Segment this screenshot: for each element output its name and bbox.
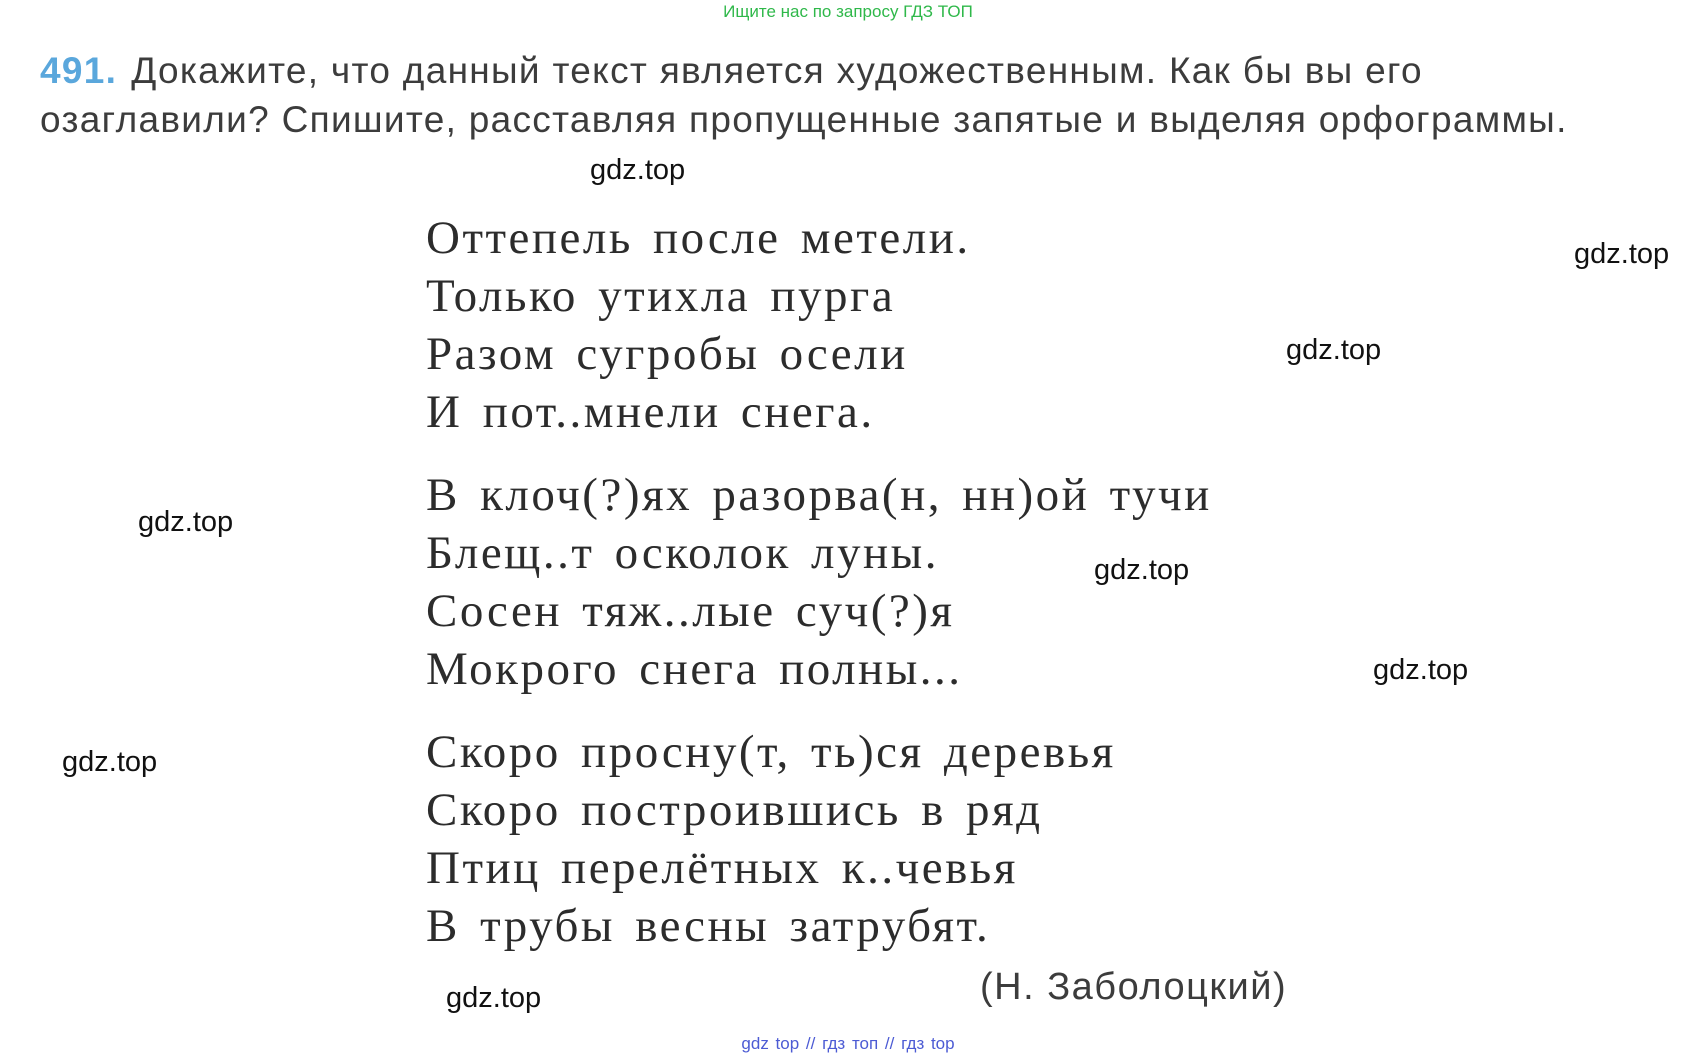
poem-line: Только утихла пурга: [426, 270, 896, 322]
stanza-3: [426, 723, 1212, 955]
poem-line: Скоро просну(т, ть)ся деревья: [426, 726, 1116, 778]
poem-line: И пот..мнели снега.: [426, 386, 875, 438]
poem: [426, 209, 1212, 980]
stanza-1: [426, 209, 1212, 441]
watermark: gdz.top: [1373, 654, 1469, 686]
poem-line: Птиц перелётных к..чевья: [426, 842, 1018, 894]
poem-line: Блещ..т осколок луны.: [426, 527, 939, 579]
poem-line: В клоч(?)ях разорва(н, нн)ой тучи: [426, 469, 1212, 521]
watermark: gdz.top: [590, 154, 686, 186]
footer-links[interactable]: gdz top // гдз топ // гдз top: [741, 1034, 955, 1053]
poem-line: Оттепель после метели.: [426, 212, 971, 264]
watermark: gdz.top: [1094, 554, 1190, 586]
top-banner-link[interactable]: Ищите нас по запросу ГДЗ ТОП: [723, 2, 973, 21]
task-text: Докажите, что данный текст является художественным. Как бы вы его озаглавили? Спишите, расставляя пропущенные запятые и выделяя орфограммы.: [40, 50, 1568, 140]
poem-author: (Н. Заболоцкий): [980, 966, 1288, 1008]
poem-line: В трубы весны затрубят.: [426, 900, 991, 952]
poem-line: Мокрого снега полны...: [426, 643, 963, 695]
watermark: gdz.top: [1286, 334, 1382, 366]
task-number: 491.: [40, 50, 118, 91]
watermark: gdz.top: [446, 982, 542, 1014]
watermark: gdz.top: [62, 746, 158, 778]
watermark: gdz.top: [1574, 238, 1670, 270]
watermark: gdz.top: [138, 506, 234, 538]
poem-line: Разом сугробы осели: [426, 328, 908, 380]
poem-line: Сосен тяж..лые суч(?)я: [426, 585, 955, 637]
poem-line: Скоро построившись в ряд: [426, 784, 1043, 836]
task-statement: [40, 46, 1630, 144]
